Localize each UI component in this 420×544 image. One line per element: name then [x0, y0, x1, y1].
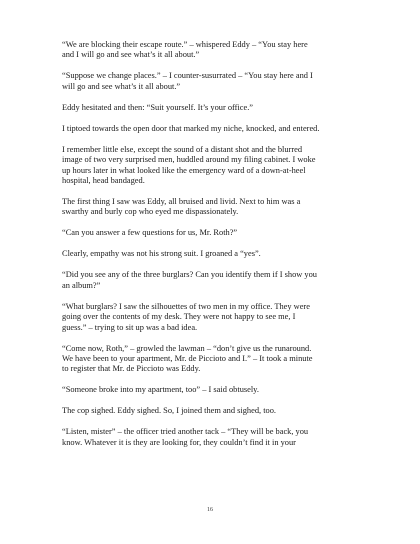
text-line: Clearly, empathy was not his strong suit. I groaned a “yes”. [62, 249, 261, 259]
text-line: image of two very surprised men, huddled around my filing cabinet. I woke [62, 155, 316, 165]
paragraph [62, 385, 362, 395]
text-line: The first thing I saw was Eddy, all bruised and livid. Next to him was a [62, 197, 301, 207]
text-line: an album?” [62, 280, 101, 290]
paragraph [62, 270, 362, 291]
text-line: going over the contents of my desk. They were not happy to see me, I [62, 312, 296, 322]
paragraph [62, 344, 362, 375]
text-line: “What burglars? I saw the silhouettes of two men in my office. They were [62, 301, 310, 311]
text-line: to register that Mr. de Piccioto was Eddy. [62, 364, 201, 374]
text-line: “Suppose we change places.” – I counter-susurrated – “You stay here and I [62, 71, 313, 81]
text-line: and I will go and see what’s it all about.” [62, 50, 200, 60]
text-line: “Listen, mister” – the officer tried another tack – “They will be back, you [62, 427, 309, 437]
paragraph [62, 103, 362, 113]
text-line: guess.” – trying to sit up was a bad idea. [62, 322, 198, 332]
paragraph [62, 302, 362, 333]
document-body [62, 40, 362, 459]
text-line: I tiptoed towards the open door that marked my niche, knocked, and entered. [62, 123, 320, 133]
page-number: 16 [207, 507, 213, 513]
paragraph [62, 145, 362, 187]
text-line: “Can you answer a few questions for us, Mr. Roth?” [62, 228, 238, 238]
paragraph [62, 406, 362, 416]
text-line: up hours later in what looked like the emergency ward of a down-at-heel [62, 165, 306, 175]
paragraph [62, 40, 362, 61]
text-line: swarthy and burly cop who eyed me dispassionately. [62, 207, 239, 217]
text-line: hospital, head bandaged. [62, 176, 145, 186]
paragraph [62, 71, 362, 92]
text-line: know. Whatever it is they are looking for, they couldn’t find it in your [62, 437, 296, 447]
text-line: “We are blocking their escape route.” – whispered Eddy – “You stay here [62, 40, 308, 49]
text-line: Eddy hesitated and then: “Suit yourself. It’s your office.” [62, 102, 254, 112]
text-line: The cop sighed. Eddy sighed. So, I joined them and sighed, too. [62, 406, 276, 416]
text-line: We have been to your apartment, Mr. de Piccioto and I.” – It took a minute [62, 354, 313, 364]
paragraph [62, 197, 362, 218]
text-line: I remember little else, except the sound of a distant shot and the blurred [62, 144, 303, 154]
paragraph [62, 124, 362, 134]
text-line: “Did you see any of the three burglars? Can you identify them if I show you [62, 270, 317, 280]
text-line: “Come now, Roth,” – growled the lawman – “don’t give us the runaround. [62, 343, 312, 353]
paragraph [62, 249, 362, 259]
text-line: will go and see what’s it all about.” [62, 81, 181, 91]
text-line: “Someone broke into my apartment, too” – I said obtusely. [62, 385, 259, 395]
paragraph [62, 228, 362, 238]
paragraph [62, 427, 362, 448]
